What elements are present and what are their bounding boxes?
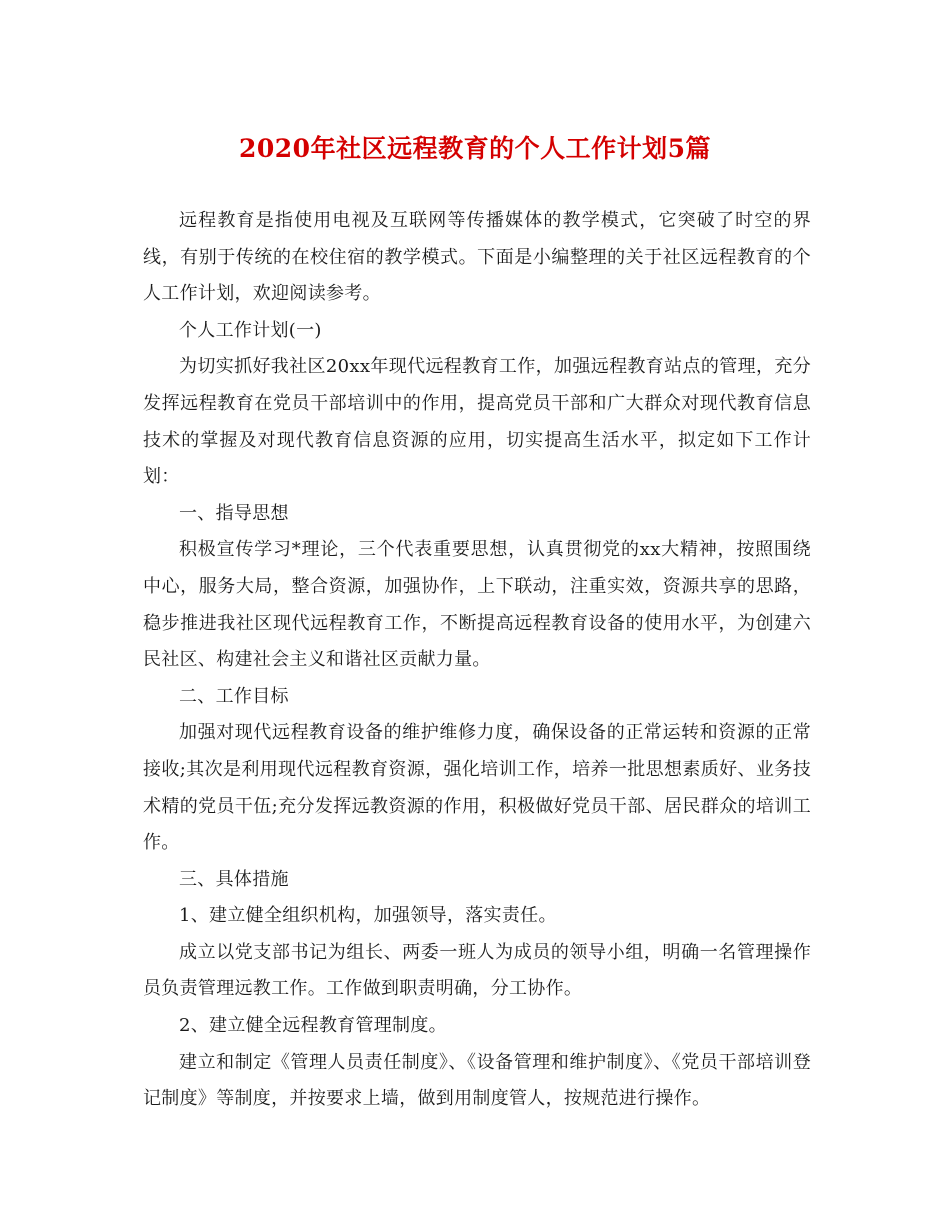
measure-1-heading: 1、建立健全组织机构，加强领导，落实责任。 bbox=[179, 905, 557, 927]
document-body bbox=[143, 203, 811, 1118]
guiding-ideology-paragraph: 积极宣传学习*理论，三个代表重要思想，认真贯彻党的xx大精神，按照围绕中心，服务大局，整合资源，加强协作，上下联动，注重实效，资源共享的思路，稳步推进我社区现代远程教育工作，不断提高远程教育设备的使用水平，为创建六民社区、构建社会主义和谐社区贡献力量。 bbox=[143, 539, 811, 671]
heading-work-goals: 二、工作目标 bbox=[179, 685, 289, 707]
plan-intro-paragraph: 为切实抓好我社区20xx年现代远程教育工作，加强远程教育站点的管理，充分发挥远程教育在党员干部培训中的作用，提高党员干部和广大群众对现代教育信息技术的掌握及对现代教育信息资源的应用，切实提高生活水平，拟定如下工作计划： bbox=[143, 356, 811, 488]
heading-guiding-ideology: 一、指导思想 bbox=[179, 502, 289, 524]
measure-1-paragraph: 成立以党支部书记为组长、两委一班人为成员的领导小组，明确一名管理操作员负责管理远教工作。工作做到职责明确，分工协作。 bbox=[143, 941, 811, 1000]
section-heading-plan-1: 个人工作计划(一) bbox=[179, 319, 322, 341]
heading-specific-measures: 三、具体措施 bbox=[179, 868, 289, 890]
measure-2-heading: 2、建立健全远程教育管理制度。 bbox=[179, 1015, 447, 1037]
intro-paragraph: 远程教育是指使用电视及互联网等传播媒体的教学模式，它突破了时空的界线，有别于传统的在校住宿的教学模式。下面是小编整理的关于社区远程教育的个人工作计划，欢迎阅读参考。 bbox=[143, 210, 811, 305]
work-goals-paragraph: 加强对现代远程教育设备的维护维修力度，确保设备的正常运转和资源的正常接收;其次是利用现代远程教育资源，强化培训工作，培养一批思想素质好、业务技术精的党员干伍;充分发挥远教资源的作用，积极做好党员干部、居民群众的培训工作。 bbox=[143, 722, 811, 854]
measure-2-paragraph: 建立和制定《管理人员责任制度》、《设备管理和维护制度》、《党员干部培训登记制度》等制度，并按要求上墙，做到用制度管人，按规范进行操作。 bbox=[143, 1051, 811, 1110]
document-title: 2020年社区远程教育的个人工作计划5篇 bbox=[239, 134, 711, 163]
